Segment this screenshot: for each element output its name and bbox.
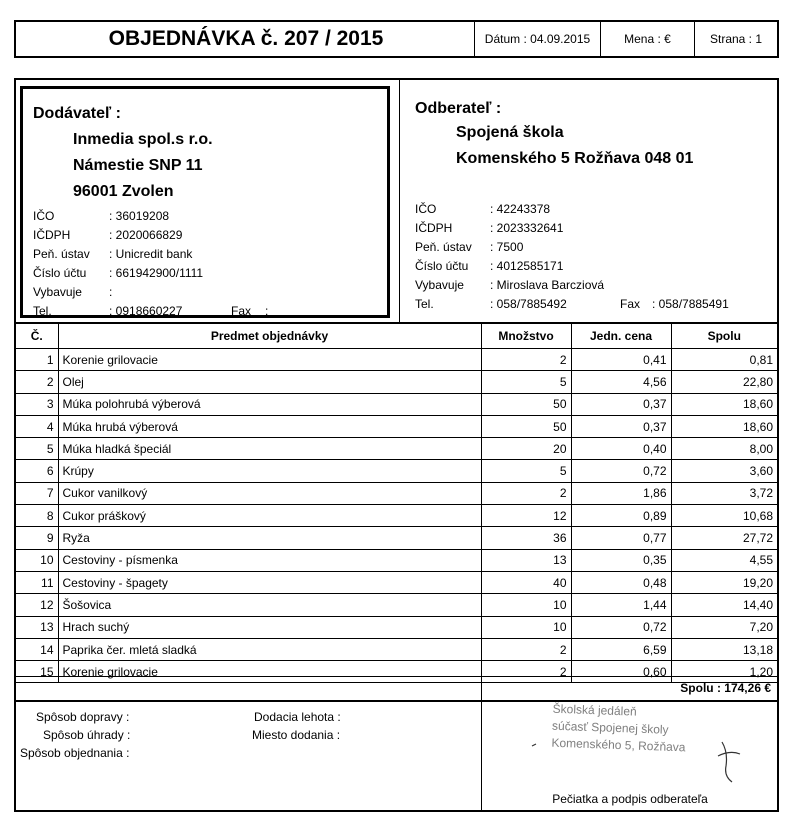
- row-unit-price: 1,86: [571, 482, 671, 504]
- row-number: 6: [16, 460, 58, 482]
- col-header-unit-price: Jedn. cena: [571, 324, 671, 349]
- table-row: [16, 549, 777, 571]
- row-number: 12: [16, 594, 58, 616]
- row-item: Krúpy: [58, 460, 481, 482]
- signature-area: [481, 702, 778, 810]
- row-total: 3,60: [671, 460, 777, 482]
- buyer-bank-label: Peň. ústav: [415, 240, 472, 254]
- buyer-account-label: Číslo účtu: [415, 259, 469, 273]
- buyer-tel-label: Tel.: [415, 297, 434, 311]
- supplier-fax-label: Fax: [231, 304, 252, 318]
- row-number: 15: [16, 661, 58, 683]
- supplier-icdph-label: IČDPH: [33, 228, 71, 242]
- row-quantity: 13: [481, 549, 571, 571]
- grand-total: Spolu : 174,26 €: [680, 681, 771, 695]
- row-unit-price: 0,77: [571, 527, 671, 549]
- supplier-account: : 661942900/1111: [109, 266, 204, 280]
- total-row: [16, 676, 777, 701]
- table-row: [16, 616, 777, 638]
- row-unit-price: 0,48: [571, 571, 671, 593]
- row-unit-price: 0,72: [571, 460, 671, 482]
- stamp-line: Školská jedáleň: [552, 701, 637, 719]
- parties-section: [14, 78, 779, 324]
- row-item: Olej: [58, 371, 481, 393]
- supplier-icdph: : 2020066829: [109, 228, 183, 242]
- row-unit-price: 0,89: [571, 505, 671, 527]
- row-quantity: 2: [481, 661, 571, 683]
- table-row: [16, 638, 777, 660]
- supplier-fax: :: [265, 304, 269, 318]
- row-quantity: 12: [481, 505, 571, 527]
- row-item: Cukor vanilkový: [58, 482, 481, 504]
- row-number: 5: [16, 438, 58, 460]
- supplier-account-label: Číslo účtu: [33, 266, 87, 280]
- row-item: Cestoviny - špagety: [58, 571, 481, 593]
- supplier-street: Námestie SNP 11: [73, 157, 203, 174]
- buyer-account: : 4012585171: [490, 259, 564, 273]
- table-row: [16, 571, 777, 593]
- buyer-name: Spojená škola: [456, 124, 564, 141]
- row-quantity: 5: [481, 460, 571, 482]
- supplier-name: Inmedia spol.s r.o.: [73, 131, 213, 148]
- buyer-address: Komenského 5 Rožňava 048 01: [456, 150, 694, 167]
- row-item: Ryža: [58, 527, 481, 549]
- row-quantity: 50: [481, 415, 571, 437]
- items-table: [16, 324, 777, 683]
- row-item: Cestoviny - písmenka: [58, 549, 481, 571]
- row-unit-price: 0,60: [571, 661, 671, 683]
- page-field: Strana : 1: [694, 22, 777, 56]
- row-total: 19,20: [671, 571, 777, 593]
- table-row: [16, 438, 777, 460]
- row-item: Hrach suchý: [58, 616, 481, 638]
- col-header-quantity: Množstvo: [481, 324, 571, 349]
- table-row: [16, 460, 777, 482]
- row-unit-price: 0,37: [571, 415, 671, 437]
- table-row: [16, 505, 777, 527]
- row-quantity: 10: [481, 594, 571, 616]
- row-number: 11: [16, 571, 58, 593]
- col-header-item: Predmet objednávky: [58, 324, 481, 349]
- date-field: Dátum : 04.09.2015: [474, 22, 600, 56]
- row-total: 18,60: [671, 415, 777, 437]
- row-unit-price: 0,40: [571, 438, 671, 460]
- buyer-tel: : 058/7885492: [490, 297, 567, 311]
- row-unit-price: 0,41: [571, 349, 671, 371]
- payment-label: Spôsob úhrady :: [43, 728, 131, 742]
- row-number: 8: [16, 505, 58, 527]
- delivery-deadline-label: Dodacia lehota :: [254, 710, 341, 724]
- row-unit-price: 0,72: [571, 616, 671, 638]
- row-total: 22,80: [671, 371, 777, 393]
- row-total: 13,18: [671, 638, 777, 660]
- table-row: [16, 393, 777, 415]
- row-total: 27,72: [671, 527, 777, 549]
- row-item: Múka polohrubá výberová: [58, 393, 481, 415]
- row-item: Múka hladká špeciál: [58, 438, 481, 460]
- row-total: 0,81: [671, 349, 777, 371]
- row-unit-price: 6,59: [571, 638, 671, 660]
- supplier-city: 96001 Zvolen: [73, 183, 174, 200]
- row-number: 3: [16, 393, 58, 415]
- supplier-heading: Dodávateľ :: [33, 105, 121, 122]
- row-quantity: 50: [481, 393, 571, 415]
- table-header-row: [16, 324, 777, 349]
- row-item: Korenie grilovacie: [58, 349, 481, 371]
- row-unit-price: 0,35: [571, 549, 671, 571]
- buyer-bank: : 7500: [490, 240, 524, 254]
- supplier-bank: : Unicredit bank: [109, 247, 193, 261]
- table-row: [16, 594, 777, 616]
- document-title: OBJEDNÁVKA č. 207 / 2015: [108, 27, 384, 50]
- row-quantity: 10: [481, 616, 571, 638]
- signature-scribble: [522, 712, 762, 792]
- row-number: 7: [16, 482, 58, 504]
- row-item: Cukor práškový: [58, 505, 481, 527]
- row-quantity: 36: [481, 527, 571, 549]
- stamp-line: Komenského 5, Rožňava: [551, 735, 686, 755]
- row-item: Korenie grilovacie: [58, 661, 481, 683]
- buyer-handler: : Miroslava Barcziová: [490, 278, 605, 292]
- row-number: 4: [16, 415, 58, 437]
- row-number: 10: [16, 549, 58, 571]
- table-row: [16, 415, 777, 437]
- supplier-tel-label: Tel.: [33, 304, 52, 318]
- row-total: 4,55: [671, 549, 777, 571]
- row-total: 8,00: [671, 438, 777, 460]
- row-unit-price: 1,44: [571, 594, 671, 616]
- supplier-tel: : 0918660227: [109, 304, 183, 318]
- row-number: 13: [16, 616, 58, 638]
- order-method-label: Spôsob objednania :: [20, 746, 130, 760]
- row-total: 7,20: [671, 616, 777, 638]
- row-number: 9: [16, 527, 58, 549]
- row-item: Šošovica: [58, 594, 481, 616]
- supplier-ico: : 36019208: [109, 209, 170, 223]
- items-table-section: [14, 324, 779, 702]
- table-row: [16, 371, 777, 393]
- buyer-icdph-label: IČDPH: [415, 221, 453, 235]
- buyer-heading: Odberateľ :: [415, 100, 502, 117]
- col-header-total: Spolu: [671, 324, 777, 349]
- total-divider: [481, 677, 482, 701]
- row-total: 1,20: [671, 661, 777, 683]
- row-total: 10,68: [671, 505, 777, 527]
- row-total: 14,40: [671, 594, 777, 616]
- table-row: [16, 349, 777, 371]
- col-header-number: Č.: [16, 324, 58, 349]
- row-quantity: 40: [481, 571, 571, 593]
- footer-section: [14, 700, 779, 812]
- table-row: [16, 482, 777, 504]
- buyer-icdph: : 2023332641: [490, 221, 564, 235]
- row-item: Paprika čer. mletá sladká: [58, 638, 481, 660]
- row-item: Múka hrubá výberová: [58, 415, 481, 437]
- row-quantity: 2: [481, 349, 571, 371]
- transport-label: Spôsob dopravy :: [36, 710, 130, 724]
- row-quantity: 2: [481, 482, 571, 504]
- currency-field: Mena : €: [600, 22, 694, 56]
- buyer-ico-label: IČO: [415, 202, 437, 216]
- signature-label: Pečiatka a podpis odberateľa: [552, 792, 708, 806]
- supplier-handler-label: Vybavuje: [33, 285, 82, 299]
- buyer-fax: : 058/7885491: [652, 297, 729, 311]
- row-unit-price: 0,37: [571, 393, 671, 415]
- buyer-box: [399, 80, 777, 322]
- row-number: 1: [16, 349, 58, 371]
- row-quantity: 2: [481, 638, 571, 660]
- buyer-fax-label: Fax: [620, 297, 641, 311]
- header-bar: [14, 20, 779, 58]
- delivery-place-label: Miesto dodania :: [252, 728, 341, 742]
- stamp-line: súčasť Spojenej školy: [551, 718, 669, 737]
- row-quantity: 20: [481, 438, 571, 460]
- row-unit-price: 4,56: [571, 371, 671, 393]
- row-number: 14: [16, 638, 58, 660]
- supplier-box: [20, 86, 390, 318]
- row-total: 18,60: [671, 393, 777, 415]
- buyer-ico: : 42243378: [490, 202, 551, 216]
- row-total: 3,72: [671, 482, 777, 504]
- buyer-handler-label: Vybavuje: [415, 278, 464, 292]
- supplier-handler: :: [109, 285, 113, 299]
- supplier-ico-label: IČO: [33, 209, 55, 223]
- row-number: 2: [16, 371, 58, 393]
- table-row: [16, 527, 777, 549]
- supplier-bank-label: Peň. ústav: [33, 247, 90, 261]
- row-quantity: 5: [481, 371, 571, 393]
